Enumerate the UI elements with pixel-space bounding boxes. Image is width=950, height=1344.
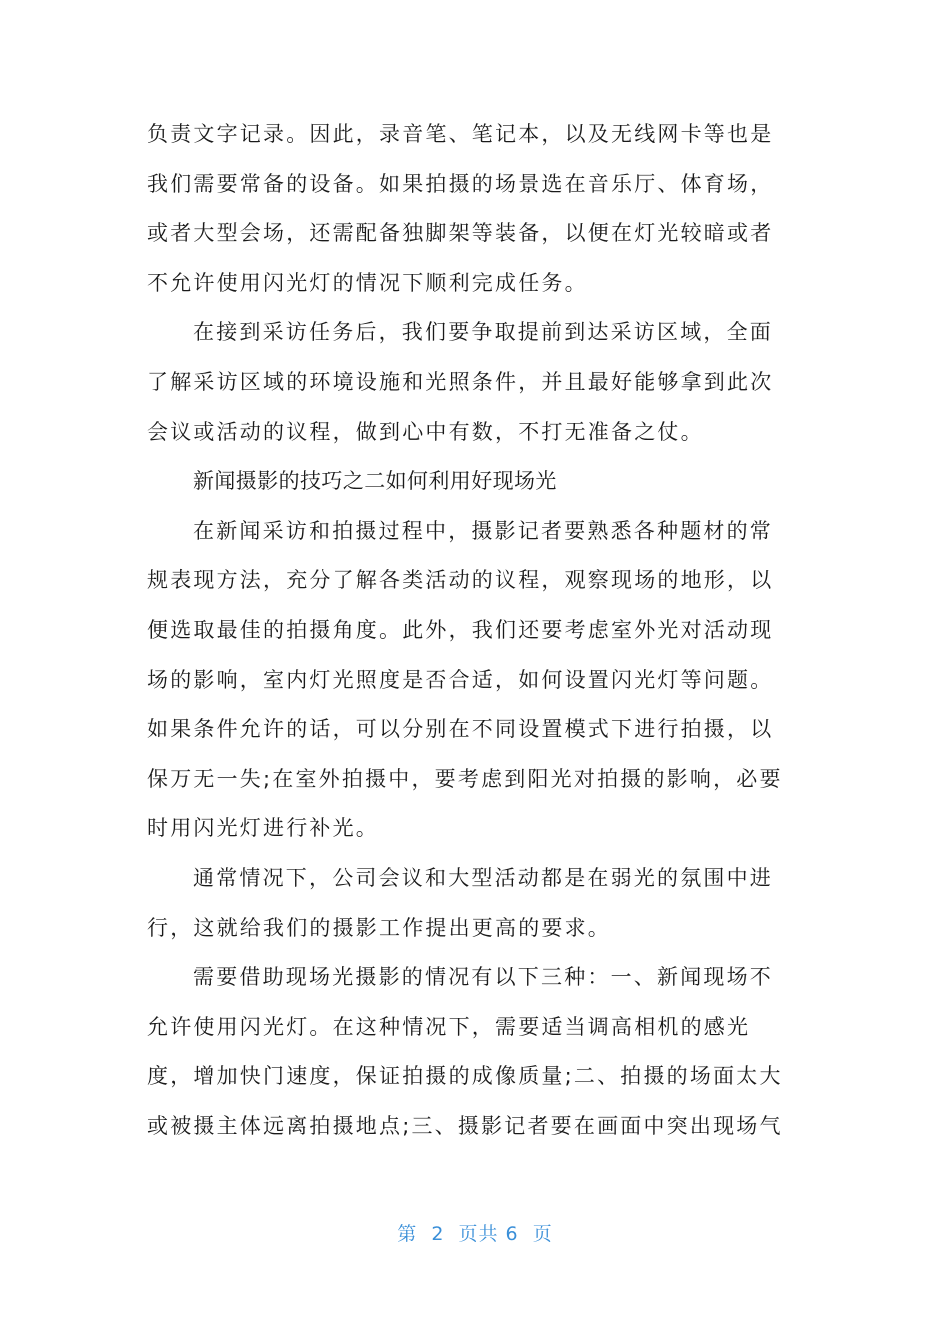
text-line: 或者大型会场，还需配备独脚架等装备，以便在灯光较暗或者 bbox=[147, 221, 774, 246]
text-line: 或被摄主体远离拍摄地点;三、摄影记者要在画面中突出现场气 bbox=[147, 1113, 783, 1138]
text-line: 不允许使用闪光灯的情况下顺利完成任务。 bbox=[147, 270, 588, 295]
text-line: 便选取最佳的拍摄角度。此外，我们还要考虑室外光对活动现 bbox=[147, 617, 774, 642]
text-line: 场的影响，室内灯光照度是否合适，如何设置闪光灯等问题。 bbox=[147, 667, 774, 692]
text-line: 会议或活动的议程，做到心中有数，不打无准备之仗。 bbox=[147, 419, 704, 444]
paragraph-first-line: 在接到采访任务后，我们要争取提前到达采访区域，全面 bbox=[193, 320, 773, 345]
text-line: 度，增加快门速度，保证拍摄的成像质量;二、拍摄的场面太大 bbox=[147, 1064, 783, 1089]
text-line: 了解采访区域的环境设施和光照条件，并且最好能够拿到此次 bbox=[147, 369, 774, 394]
paragraph-first-line: 需要借助现场光摄影的情况有以下三种：一、新闻现场不 bbox=[193, 965, 773, 990]
text-line: 负责文字记录。因此，录音笔、笔记本，以及无线网卡等也是 bbox=[147, 122, 774, 146]
paragraph-first-line: 通常情况下，公司会议和大型活动都是在弱光的氛围中进 bbox=[193, 865, 773, 890]
text-line: 保万无一失;在室外拍摄中，要考虑到阳光对拍摄的影响，必要 bbox=[147, 766, 783, 791]
text-line: 允许使用闪光灯。在这种情况下，需要适当调高相机的感光 bbox=[147, 1014, 751, 1039]
text-line: 我们需要常备的设备。如果拍摄的场景选在音乐厅、体育场， bbox=[147, 171, 774, 196]
text-line: 如果条件允许的话，可以分别在不同设置模式下进行拍摄，以 bbox=[147, 717, 774, 742]
text-line: 行，这就给我们的摄影工作提出更高的要求。 bbox=[147, 915, 611, 940]
section-heading: 新闻摄影的技巧之二如何利用好现场光 bbox=[193, 469, 557, 494]
text-line: 规表现方法，充分了解各类活动的议程，观察现场的地形，以 bbox=[147, 568, 774, 593]
document-body bbox=[147, 110, 807, 1151]
text-line: 时用闪光灯进行补光。 bbox=[147, 816, 379, 841]
paragraph-first-line: 在新闻采访和拍摄过程中，摄影记者要熟悉各种题材的常 bbox=[193, 518, 773, 543]
page-number-footer: 第 2 页共 6 页 bbox=[397, 1223, 553, 1245]
